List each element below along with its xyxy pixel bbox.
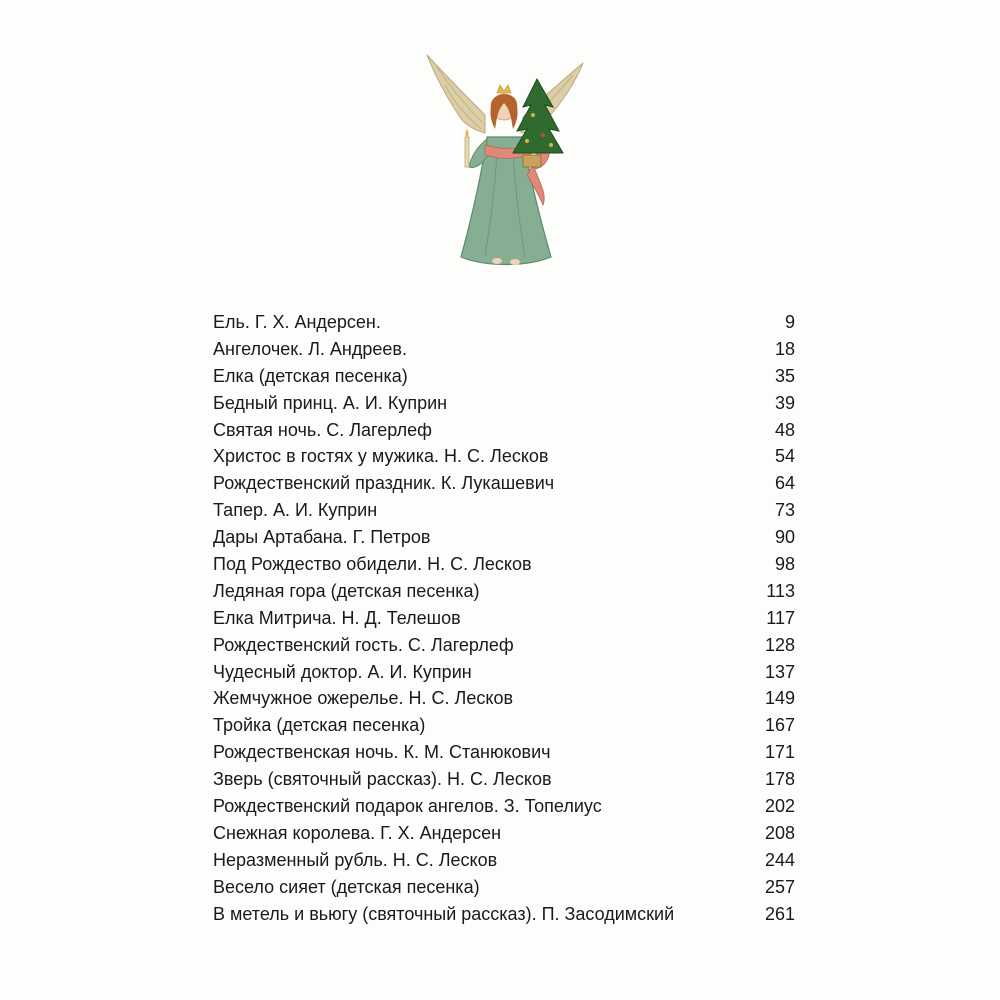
- toc-entry: [213, 685, 795, 712]
- toc-entry-title: Под Рождество обидели. Н. С. Лесков: [213, 554, 532, 575]
- toc-entry-page: 128: [764, 634, 795, 655]
- toc-entry-page: 137: [764, 661, 795, 682]
- toc-entry: [213, 874, 795, 901]
- toc-entry-title: В метель и вьюгу (святочный рассказ). П. Засодимский: [213, 903, 675, 924]
- angel-with-christmas-tree-icon: [415, 45, 595, 275]
- toc-entry-page: 35: [774, 365, 795, 386]
- toc-entry-title: Неразменный рубль. Н. С. Лесков: [213, 849, 498, 870]
- toc-entry-page: 117: [766, 607, 795, 628]
- toc-entry-page: 18: [774, 338, 795, 359]
- toc-entry: [213, 470, 795, 497]
- toc-entry-title: Ангелочек. Л. Андреев.: [213, 338, 407, 359]
- toc-entry-page: 208: [764, 822, 795, 843]
- toc-entry-page: 54: [774, 446, 795, 467]
- toc-entry: [213, 659, 795, 686]
- toc-entry-title: Рождественский подарок ангелов. З. Топелиус: [213, 796, 602, 817]
- toc-entry-title: Святая ночь. С. Лагерлеф: [213, 419, 432, 440]
- toc-entry-page: 48: [774, 419, 795, 440]
- toc-entry: [213, 632, 795, 659]
- toc-entry: [213, 712, 795, 739]
- toc-entry-title: Елка (детская песенка): [213, 365, 408, 386]
- toc-entry: [213, 309, 795, 336]
- toc-entry: [213, 443, 795, 470]
- toc-entry: [213, 336, 795, 363]
- toc-entry-page: 178: [764, 769, 795, 790]
- toc-entry: [213, 739, 795, 766]
- toc-entry-page: 9: [784, 312, 795, 332]
- toc-entry-title: Ель. Г. Х. Андерсен.: [213, 312, 381, 332]
- toc-entry-page: 64: [774, 473, 795, 494]
- toc-entry-title: Ледяная гора (детская песенка): [213, 580, 480, 601]
- toc-entry: [213, 901, 795, 928]
- toc-entry-page: 90: [774, 527, 795, 548]
- toc-entry-title: Рождественская ночь. К. М. Станюкович: [213, 742, 551, 763]
- toc-entry-page: 261: [764, 903, 795, 924]
- toc-entry-title: Рождественский гость. С. Лагерлеф: [213, 634, 514, 655]
- toc-entry: [213, 417, 795, 444]
- toc-entry-page: 171: [764, 742, 795, 763]
- toc-entry-title: Весело сияет (детская песенка): [213, 876, 480, 897]
- toc-entry: [213, 847, 795, 874]
- toc-entry-page: 39: [774, 392, 795, 413]
- toc-entry-title: Бедный принц. А. И. Куприн: [213, 392, 448, 413]
- toc-entry-title: Рождественский праздник. К. Лукашевич: [213, 473, 555, 494]
- toc-entry: [213, 497, 795, 524]
- toc-entry-title: Дары Артабана. Г. Петров: [213, 527, 431, 548]
- toc-entry-title: Христос в гостях у мужика. Н. С. Лесков: [213, 446, 549, 467]
- toc-entry-page: 113: [766, 580, 795, 601]
- toc-entry-page: 244: [764, 849, 795, 870]
- toc-entry: [213, 578, 795, 605]
- toc-entry: [213, 390, 795, 417]
- toc-entry-title: Елка Митрича. Н. Д. Телешов: [213, 607, 461, 628]
- toc-entry-page: 202: [764, 796, 795, 817]
- toc-entry-title: Снежная королева. Г. Х. Андерсен: [213, 822, 502, 843]
- toc-entry: [213, 524, 795, 551]
- toc-entry-title: Зверь (святочный рассказ). Н. С. Лесков: [213, 769, 552, 790]
- toc-entry-page: 257: [764, 876, 795, 897]
- toc-entry-page: 167: [764, 715, 795, 736]
- toc-entry: [213, 820, 795, 847]
- toc-entry-page: 73: [774, 500, 795, 521]
- toc-entry: [213, 766, 795, 793]
- toc-entry-title: Жемчужное ожерелье. Н. С. Лесков: [213, 688, 514, 709]
- toc-entry-title: Чудесный доктор. А. И. Куприн: [213, 661, 472, 682]
- toc-entry-title: Тройка (детская песенка): [213, 715, 426, 736]
- toc-entry: [213, 363, 795, 390]
- toc-entry-page: 149: [764, 688, 795, 709]
- toc-entry-page: 98: [774, 554, 795, 575]
- toc-entry: [213, 793, 795, 820]
- toc-entry-title: Тапер. А. И. Куприн: [213, 500, 378, 521]
- toc-entry: [213, 551, 795, 578]
- table-of-contents: [213, 309, 795, 927]
- toc-entry: [213, 605, 795, 632]
